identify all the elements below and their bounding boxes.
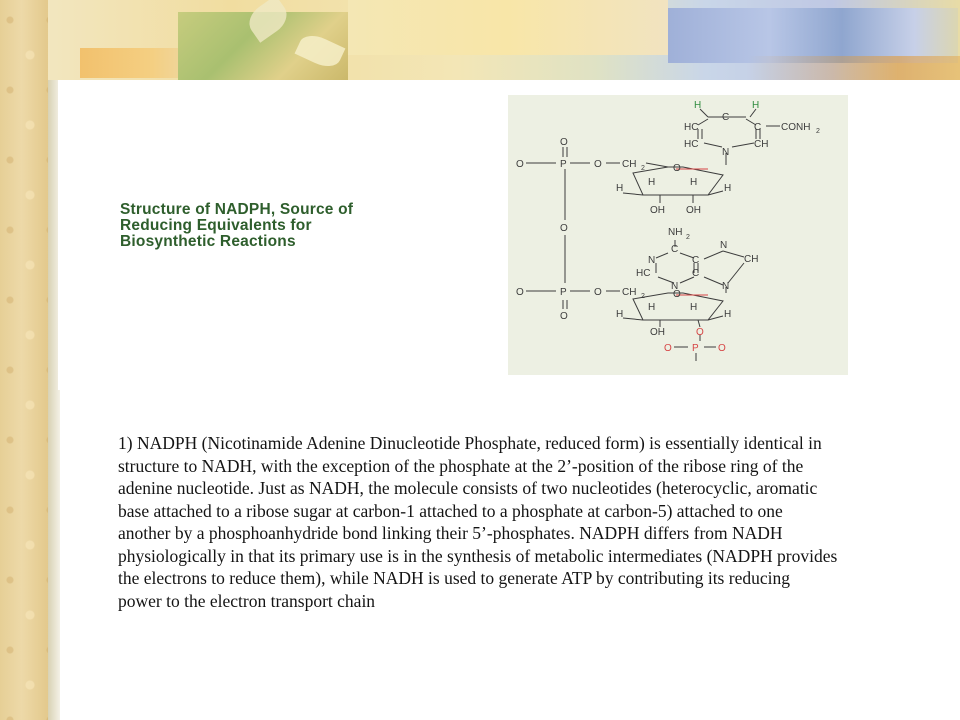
label-ch2-2: CH xyxy=(622,287,637,298)
label-o-8: O xyxy=(718,343,726,354)
left-decor-texture xyxy=(0,0,48,720)
label-o-6: O xyxy=(696,327,704,338)
label-oh-1: OH xyxy=(650,205,665,216)
label-conh2: CONH xyxy=(781,122,811,133)
label-p-1: P xyxy=(560,159,567,170)
label-o-3: O xyxy=(516,287,524,298)
label-h-r2c: H xyxy=(690,302,698,313)
label-o-4: O xyxy=(594,287,602,298)
label-n-a4: N xyxy=(722,281,730,292)
nadph-structure-figure xyxy=(508,95,848,375)
label-ch-a: CH xyxy=(744,254,759,265)
adenine-bonds xyxy=(656,240,744,293)
label-n-1: N xyxy=(722,147,730,158)
label-o-ring-2: O xyxy=(673,289,681,300)
label-h-r1a: H xyxy=(616,183,624,194)
slide-body-paragraph: 1) NADPH (Nicotinamide Adenine Dinucleotide Phosphate, reduced form) is essentially identical in structure to NADH, with the exception of the phosphate at the 2’-position of the ribose ring of the adenine nucleotide. Just as NADH, the molecule consists of two nucleotides (heterocyclic, aromatic base attached to a ribose sugar at carbon-1 attached to a phosphate at carbon-5) attached to one another by a phosphoanhydride bond linking their 5’-phosphates. NADPH differs from NADH physiologically in that its primary use is in the synthesis of metabolic intermediates (NADPH provides the electrons to reduce them), while NADH is used to generate ATP by contributing its reducing power to the electron transport chain xyxy=(118,433,838,611)
label-h-r2a: H xyxy=(616,309,624,320)
nicotinamide-text xyxy=(684,112,820,158)
label-p-2: P xyxy=(560,287,567,298)
extra-phosphate-labels xyxy=(664,327,726,354)
label-o-7: O xyxy=(664,343,672,354)
label-o-1: O xyxy=(516,159,524,170)
label-sub-2: 2 xyxy=(641,293,645,300)
label-nh2: NH xyxy=(668,227,683,238)
nicotinamide-bonds xyxy=(698,109,780,165)
banner-strip-blue-flowers xyxy=(668,8,958,63)
label-n-a3: N xyxy=(671,281,679,292)
label-h-right: H xyxy=(752,100,760,111)
label-oh-3: OH xyxy=(650,327,665,338)
label-oh-2: OH xyxy=(686,205,701,216)
label-h-r1d: H xyxy=(724,183,732,194)
label-c-a1: C xyxy=(671,244,679,255)
label-n-a1: N xyxy=(648,255,656,266)
label-o-top: O xyxy=(560,137,568,148)
label-c-top: C xyxy=(722,112,730,123)
label-ch-1: CH xyxy=(754,139,769,150)
label-n-a2: N xyxy=(720,240,728,251)
banner-strip-yellow xyxy=(348,0,668,55)
label-hc-2: HC xyxy=(684,139,699,150)
slide-title: Structure of NADPH, Source of Reducing Equivalents for Biosynthetic Reactions xyxy=(120,201,354,250)
upper-ribose-labels xyxy=(516,137,731,234)
label-sub-2: 2 xyxy=(816,128,820,135)
label-hc-a: HC xyxy=(636,268,651,279)
label-h-r1c: H xyxy=(690,177,698,188)
banner-orange-stroke xyxy=(748,56,960,80)
label-sub-2: 2 xyxy=(641,165,645,172)
label-h-r2b: H xyxy=(648,302,656,313)
label-c-a2: C xyxy=(692,255,700,266)
label-o-5: O xyxy=(560,311,568,322)
label-o-2: O xyxy=(594,159,602,170)
label-h-left: H xyxy=(694,100,702,111)
label-ch2-1: CH xyxy=(622,159,637,170)
label-c-conh2: C xyxy=(754,122,762,133)
label-h-r1b: H xyxy=(648,177,656,188)
nadph-structure-svg xyxy=(508,95,848,375)
label-h-r2d: H xyxy=(724,309,732,320)
label-sub-2: 2 xyxy=(686,234,690,241)
adenine-labels xyxy=(636,227,758,292)
label-o-mid: O xyxy=(560,223,568,234)
top-decor-banner xyxy=(48,0,960,80)
label-p-3: P xyxy=(692,343,699,354)
label-hc-1: HC xyxy=(684,122,699,133)
label-o-ring-1: O xyxy=(673,163,681,174)
nicotinamide-labels xyxy=(694,100,759,111)
label-c-a3: C xyxy=(692,268,700,279)
